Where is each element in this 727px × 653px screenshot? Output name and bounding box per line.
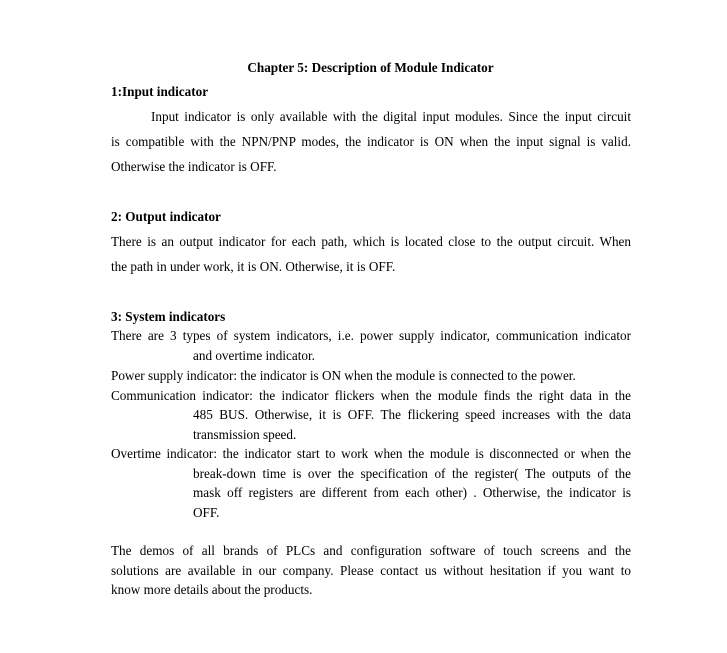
overtime-indicator-line-3: mask off registers are different from each other) . Otherwise, the indicator is — [193, 485, 631, 500]
system-indicators-types-line-2: and overtime indicator. — [193, 348, 315, 363]
output-indicator-line-1: There is an output indicator for each path, which is located close to the output circuit. When — [111, 234, 631, 249]
overtime-indicator-line-1: Overtime indicator: the indicator start to work when the module is disconnected or when the — [111, 446, 631, 461]
closing-line-1: The demos of all brands of PLCs and configuration software of touch screens and the — [111, 543, 631, 558]
section-heading-system-indicators: 3: System indicators — [111, 309, 226, 324]
input-indicator-line-1: Input indicator is only available with the digital input modules. Since the input circuit — [151, 109, 631, 124]
system-indicators-types-line-1: There are 3 types of system indicators, i.e. power supply indicator, communication indicator — [111, 328, 631, 343]
overtime-indicator-line-2: break-down time is over the specification of the register( The outputs of the — [193, 466, 631, 481]
communication-indicator-line-1: Communication indicator: the indicator flickers when the module finds the right data in the — [111, 388, 631, 403]
input-indicator-line-3: Otherwise the indicator is OFF. — [111, 159, 277, 174]
chapter-title: Chapter 5: Description of Module Indicator — [247, 60, 494, 75]
communication-indicator-line-2: 485 BUS. Otherwise, it is OFF. The flickering speed increases with the data — [193, 407, 631, 422]
overtime-indicator-line-4: OFF. — [193, 505, 220, 520]
closing-line-3: know more details about the products. — [111, 582, 313, 597]
power-supply-indicator-text: Power supply indicator: the indicator is ON when the module is connected to the power. — [111, 368, 576, 383]
input-indicator-line-2: is compatible with the NPN/PNP modes, the indicator is ON when the input signal is valid. — [111, 134, 631, 149]
output-indicator-line-2: the path in under work, it is ON. Otherwise, it is OFF. — [111, 259, 396, 274]
communication-indicator-line-3: transmission speed. — [193, 427, 297, 442]
section-heading-output-indicator: 2: Output indicator — [111, 209, 221, 224]
section-heading-input-indicator: 1:Input indicator — [111, 84, 209, 99]
closing-line-2: solutions are available in our company. Please contact us without hesitation if you want to — [111, 563, 631, 578]
